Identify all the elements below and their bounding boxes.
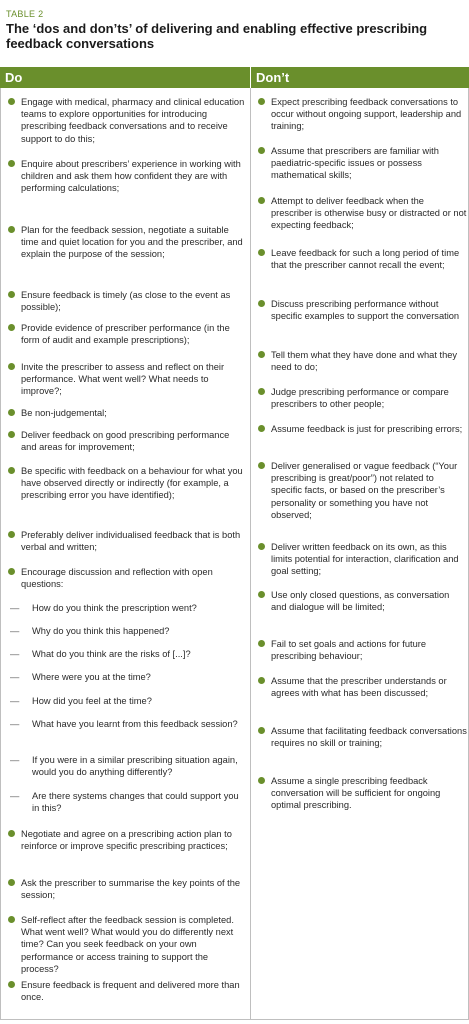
dash-icon: — xyxy=(10,672,20,682)
dont-list-item: Attempt to deliver feedback when the prescriber is otherwise busy or distracted or not expecting feedback; xyxy=(271,195,467,232)
bullet-icon xyxy=(258,388,265,395)
dash-icon: — xyxy=(10,649,20,659)
dont-list-item: Assume that facilitating feedback conversations requires no skill or training; xyxy=(271,725,467,749)
table-header-row xyxy=(0,67,469,88)
do-question-item: — How did you feel at the time? xyxy=(10,696,152,706)
dont-list-item: Fail to set goals and actions for future prescribing behaviour; xyxy=(271,638,467,662)
bullet-icon xyxy=(258,677,265,684)
do-list-item: Encourage discussion and reflection with open questions: xyxy=(21,566,247,590)
bullet-icon xyxy=(8,409,15,416)
bullet-icon xyxy=(258,727,265,734)
do-question-item: — Why do you think this happened? xyxy=(10,626,170,636)
do-question-item: — What do you think are the risks of [...]? xyxy=(10,649,191,659)
do-list-item: Be specific with feedback on a behaviour for what you have observed directly or indirectly (for example, a prescribing error you have identified); xyxy=(21,465,247,502)
do-column-header: Do xyxy=(5,70,23,85)
bullet-icon xyxy=(258,640,265,647)
dont-list-item: Deliver written feedback on its own, as this limits potential for interaction, clarification and goal setting; xyxy=(271,541,467,578)
table-label: TABLE 2 xyxy=(6,9,44,19)
bullet-icon xyxy=(258,249,265,256)
do-list-item: Plan for the feedback session, negotiate a suitable time and quiet location for you and the prescriber, and explain the purpose of the session; xyxy=(21,224,247,261)
bullet-icon xyxy=(8,363,15,370)
bullet-icon xyxy=(8,531,15,538)
dont-list-item: Assume a single prescribing feedback conversation will be sufficient for ongoing optimal prescribing. xyxy=(271,775,467,812)
bullet-icon xyxy=(8,431,15,438)
dont-list-item: Discuss prescribing performance without specific examples to support the conversation xyxy=(271,298,467,322)
dont-list-item: Assume that the prescriber understands or agrees with what has been discussed; xyxy=(271,675,467,699)
bullet-icon xyxy=(258,351,265,358)
dash-icon: — xyxy=(10,755,20,765)
bullet-icon xyxy=(8,879,15,886)
bullet-icon xyxy=(258,147,265,154)
dont-list-item: Use only closed questions, as conversation and dialogue will be limited; xyxy=(271,589,467,613)
bullet-icon xyxy=(258,98,265,105)
bullet-icon xyxy=(258,591,265,598)
bullet-icon xyxy=(258,543,265,550)
bullet-icon xyxy=(258,425,265,432)
bullet-icon xyxy=(8,324,15,331)
dont-list-item: Expect prescribing feedback conversations to occur without ongoing support, leadership and training; xyxy=(271,96,467,133)
do-list-item: Ask the prescriber to summarise the key points of the session; xyxy=(21,877,247,901)
dont-list-item: Deliver generalised or vague feedback (“Your prescribing is great/poor”) not related to specific facts, or based on the prescriber’s personality or something you have not observed; xyxy=(271,460,467,521)
do-list-item: Engage with medical, pharmacy and clinical education teams to explore opportunities for introducing prescribing feedback conversations and to receive support to do this; xyxy=(21,96,247,145)
bullet-icon xyxy=(8,291,15,298)
bullet-icon xyxy=(8,568,15,575)
do-question-item: — Are there systems changes that could support you in this? xyxy=(10,791,239,814)
bullet-icon xyxy=(258,300,265,307)
dont-list-item: Assume feedback is just for prescribing errors; xyxy=(271,423,467,435)
do-list-item: Preferably deliver individualised feedback that is both verbal and written; xyxy=(21,529,247,553)
dont-list-item: Leave feedback for such a long period of time that the prescriber cannot recall the event; xyxy=(271,247,467,271)
do-list-item: Be non-judgemental; xyxy=(21,407,247,419)
do-question-item: — What have you learnt from this feedback session? xyxy=(10,719,238,729)
dash-icon: — xyxy=(10,719,20,729)
dont-list-item: Judge prescribing performance or compare prescribers to other people; xyxy=(271,386,467,410)
do-list-item: Provide evidence of prescriber performance (in the form of audit and example prescriptions); xyxy=(21,322,247,346)
table-title: The ‘dos and don’ts’ of delivering and enabling effective prescribing feedback conversations xyxy=(6,21,428,51)
do-question-item: — Where were you at the time? xyxy=(10,672,151,682)
do-list-item: Ensure feedback is frequent and delivered more than once. xyxy=(21,979,247,1003)
dash-icon: — xyxy=(10,791,20,801)
bullet-icon xyxy=(8,981,15,988)
dont-list-item: Assume that prescribers are familiar with paediatric-specific issues or possess mathematical skills; xyxy=(271,145,467,182)
do-question-item: — If you were in a similar prescribing situation again, would you do anything differently? xyxy=(10,755,238,778)
dont-column xyxy=(250,88,469,1020)
do-list-item: Invite the prescriber to assess and reflect on their performance. What went well? What needs to improve?; xyxy=(21,361,247,398)
dash-icon: — xyxy=(10,696,20,706)
dash-icon: — xyxy=(10,603,20,613)
dont-list-item: Tell them what they have done and what they need to do; xyxy=(271,349,467,373)
bullet-icon xyxy=(8,226,15,233)
bullet-icon xyxy=(258,777,265,784)
do-list-item: Ensure feedback is timely (as close to the event as possible); xyxy=(21,289,247,313)
bullet-icon xyxy=(8,916,15,923)
do-column xyxy=(0,88,250,1020)
dont-column-header: Don’t xyxy=(256,70,290,85)
bullet-icon xyxy=(8,160,15,167)
do-list-item: Deliver feedback on good prescribing performance and areas for improvement; xyxy=(21,429,247,453)
bullet-icon xyxy=(8,98,15,105)
do-list-item: Enquire about prescribers’ experience in working with children and ask them how confident they are with performing calculations; xyxy=(21,158,247,195)
bullet-icon xyxy=(8,830,15,837)
do-list-item: Negotiate and agree on a prescribing action plan to reinforce or improve specific prescribing practices; xyxy=(21,828,247,852)
do-question-item: — How do you think the prescription went? xyxy=(10,603,197,613)
do-list-item: Self-reflect after the feedback session is completed. What went well? What would you do differently next time? Can you seek feedback on your own performance or access training to support the process? xyxy=(21,914,247,975)
bullet-icon xyxy=(8,467,15,474)
header-divider xyxy=(250,67,251,88)
bullet-icon xyxy=(258,462,265,469)
dash-icon: — xyxy=(10,626,20,636)
bullet-icon xyxy=(258,197,265,204)
